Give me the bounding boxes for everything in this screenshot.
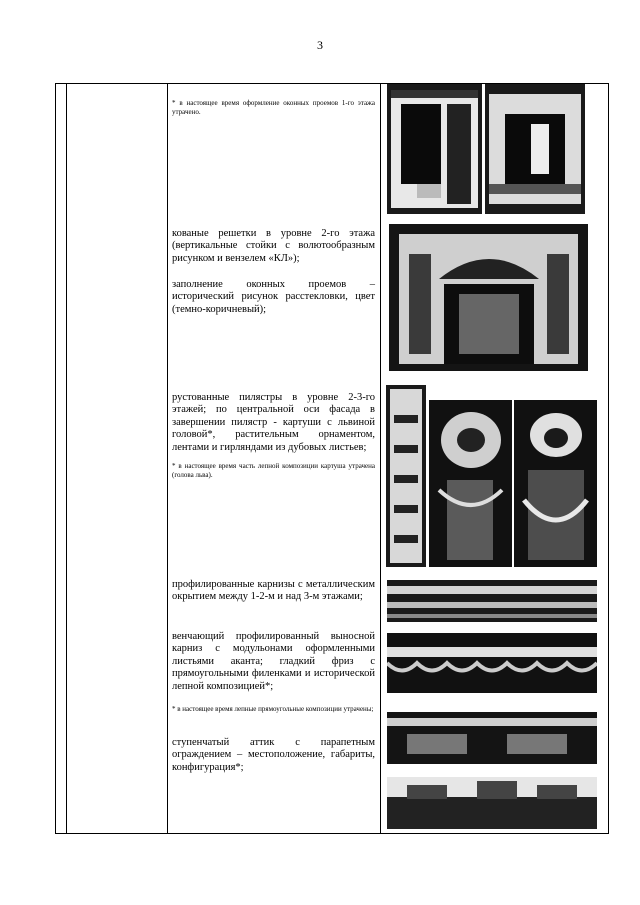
photo-first-floor-window-left: [387, 84, 482, 214]
page-number: 3: [317, 38, 323, 52]
note-stucco-lost: * в настоящее время лепные прямоугольные композиции утрачены;: [172, 705, 374, 713]
text-crowning-cornice: венчающий профилированный выносной карниз с модульонами оформленными листьями аканта; гладкий фриз с прямоугольными филенками и исторической лепной композицией*;: [172, 631, 375, 692]
text-forged-grilles: кованые решетки в уровне 2-го этажа (вертикальные стойки с волютообразным рисунком и вензелем «КЛ»);: [172, 228, 375, 264]
text-window-infill: заполнение оконных проемов – исторический рисунок расстекловки, цвет (темно-коричневый);: [172, 279, 375, 315]
text-rusticated-pilasters: рустованные пилястры в уровне 2-3-го этажей; по центральной оси фасада в завершении пилястр - картуши с львиной головой*, растительным орнаментом, лентами и гирляндами из дубовых листьев;: [172, 392, 375, 453]
text-profiled-cornices: профилированные карнизы с металлическим окрытием между 1-2-м и над 3-м этажами;: [172, 579, 375, 603]
photo-cornice: [387, 580, 597, 622]
text-stepped-attic: ступенчатый аттик с парапетным ограждением – местоположение, габариты, конфигурация*;: [172, 737, 375, 773]
photo-pilaster: [386, 385, 426, 567]
table-column-divider: [380, 84, 381, 833]
photo-attic: [387, 777, 597, 829]
photo-cartouche-left: [429, 400, 512, 567]
photo-first-floor-window-right: [485, 84, 585, 214]
table-column-divider: [66, 84, 67, 833]
note-first-floor-windows: * в настоящее время оформление оконных проемов 1-го этажа утрачено.: [172, 99, 375, 116]
table-column-divider: [167, 84, 168, 833]
note-cartouche-lost: * в настоящее время часть лепной композиции картуша утрачена (голова льва).: [172, 462, 375, 479]
photo-crowning-cornice: [387, 633, 597, 693]
photo-forged-grilles: [389, 224, 588, 371]
photo-frieze: [387, 712, 597, 764]
photo-cartouche-right: [514, 400, 597, 567]
